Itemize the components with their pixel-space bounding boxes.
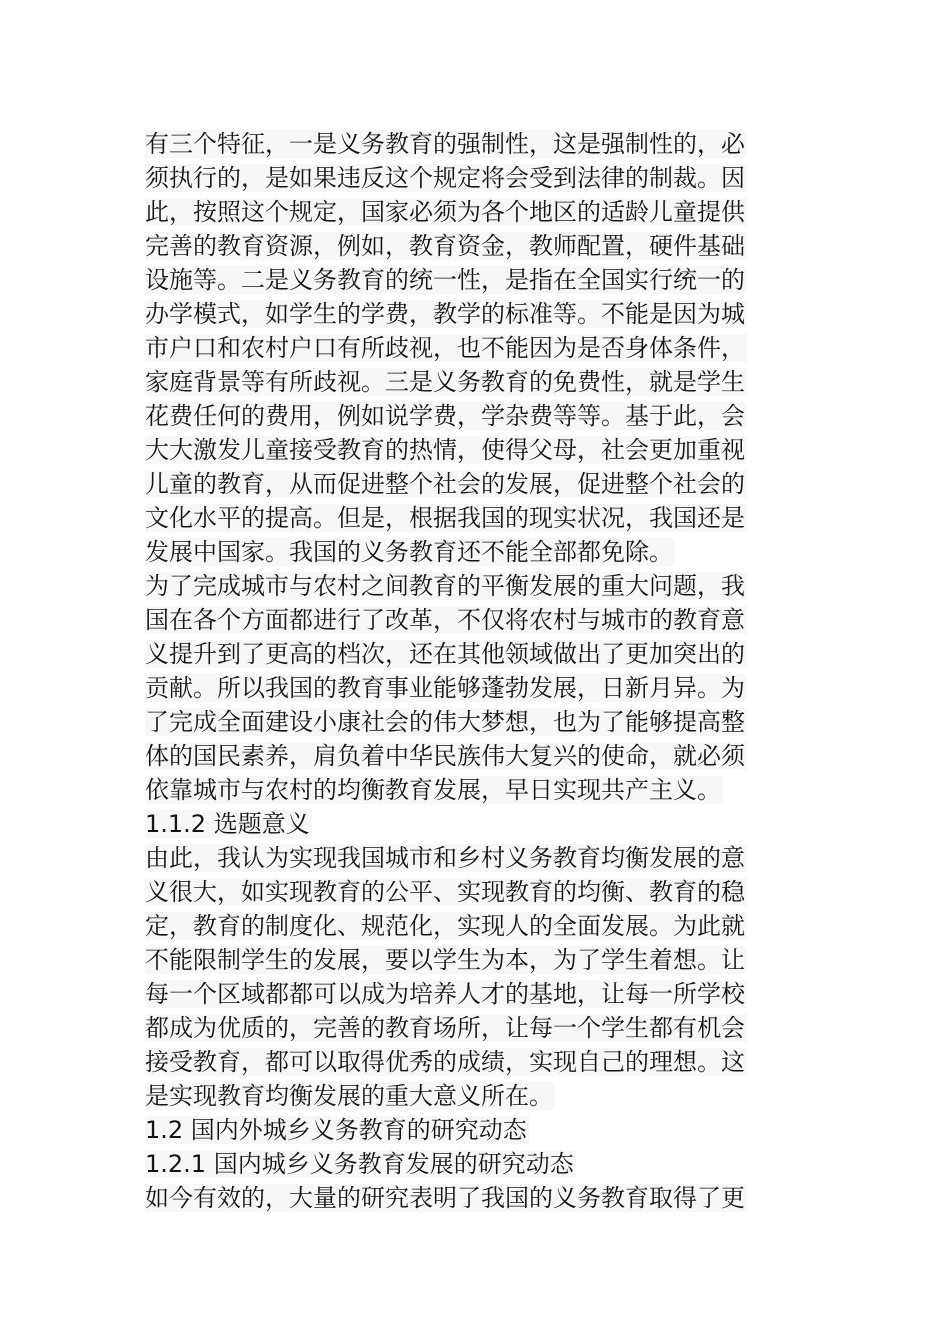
text-line: 都成为优质的，完善的教育场所，让每一个学生都有机会 [145, 1014, 745, 1042]
text-line: 义提升到了更高的档次，还在其他领域做出了更加突出的 [145, 640, 745, 668]
text-line: 大大激发儿童接受教育的热情，使得父母，社会更加重视 [145, 436, 745, 464]
text-line: 家庭背景等有所歧视。三是义务教育的免费性，就是学生 [145, 368, 745, 396]
text-line: 接受教育，都可以取得优秀的成绩，实现自己的理想。这 [145, 1048, 745, 1076]
text-line: 了完成全面建设小康社会的伟大梦想，也为了能够提高整 [145, 708, 745, 736]
subsection-heading: 1.2.1 国内城乡义务教育发展的研究动态 [145, 1150, 574, 1178]
text-line: 不能限制学生的发展，要以学生为本，为了学生着想。让 [145, 946, 745, 974]
text-line: 如今有效的，大量的研究表明了我国的义务教育取得了更 [145, 1184, 745, 1212]
text-line: 发展中国家。我国的义务教育还不能全部都免除。 [145, 538, 673, 566]
text-line: 是实现教育均衡发展的重大意义所在。 [145, 1082, 553, 1110]
text-line: 定，教育的制度化、规范化，实现人的全面发展。为此就 [145, 912, 745, 940]
text-line: 办学模式，如学生的学费，教学的标准等。不能是因为城 [145, 300, 745, 328]
text-line: 由此，我认为实现我国城市和乡村义务教育均衡发展的意 [145, 844, 745, 872]
body-text [145, 127, 787, 1215]
text-line: 国在各个方面都进行了改革，不仅将农村与城市的教育意 [145, 606, 745, 634]
text-line: 文化水平的提高。但是，根据我国的现实状况，我国还是 [145, 504, 745, 532]
section-heading: 1.2 国内外城乡义务教育的研究动态 [145, 1116, 527, 1144]
text-line: 体的国民素养，肩负着中华民族伟大复兴的使命，就必须 [145, 742, 745, 770]
text-line: 儿童的教育，从而促进整个社会的发展，促进整个社会的 [145, 470, 745, 498]
text-line: 有三个特征，一是义务教育的强制性，这是强制性的，必 [145, 130, 745, 158]
text-line: 义很大，如实现教育的公平、实现教育的均衡、教育的稳 [145, 878, 745, 906]
text-line: 完善的教育资源，例如，教育资金，教师配置，硬件基础 [145, 232, 745, 260]
text-line: 贡献。所以我国的教育事业能够蓬勃发展，日新月异。为 [145, 674, 745, 702]
text-line: 依靠城市与农村的均衡教育发展，早日实现共产主义。 [145, 776, 721, 804]
text-line: 设施等。二是义务教育的统一性，是指在全国实行统一的 [145, 266, 745, 294]
text-line: 须执行的，是如果违反这个规定将会受到法律的制裁。因 [145, 164, 745, 192]
text-line: 市户口和农村户口有所歧视，也不能因为是否身体条件， [145, 334, 745, 362]
text-line: 为了完成城市与农村之间教育的平衡发展的重大问题，我 [145, 572, 745, 600]
text-line: 每一个区域都都可以成为培养人才的基地，让每一所学校 [145, 980, 745, 1008]
text-line: 花费任何的费用，例如说学费，学杂费等等。基于此，会 [145, 402, 745, 430]
text-line: 此，按照这个规定，国家必须为各个地区的适龄儿童提供 [145, 198, 745, 226]
section-heading: 1.1.2 选题意义 [145, 810, 310, 838]
